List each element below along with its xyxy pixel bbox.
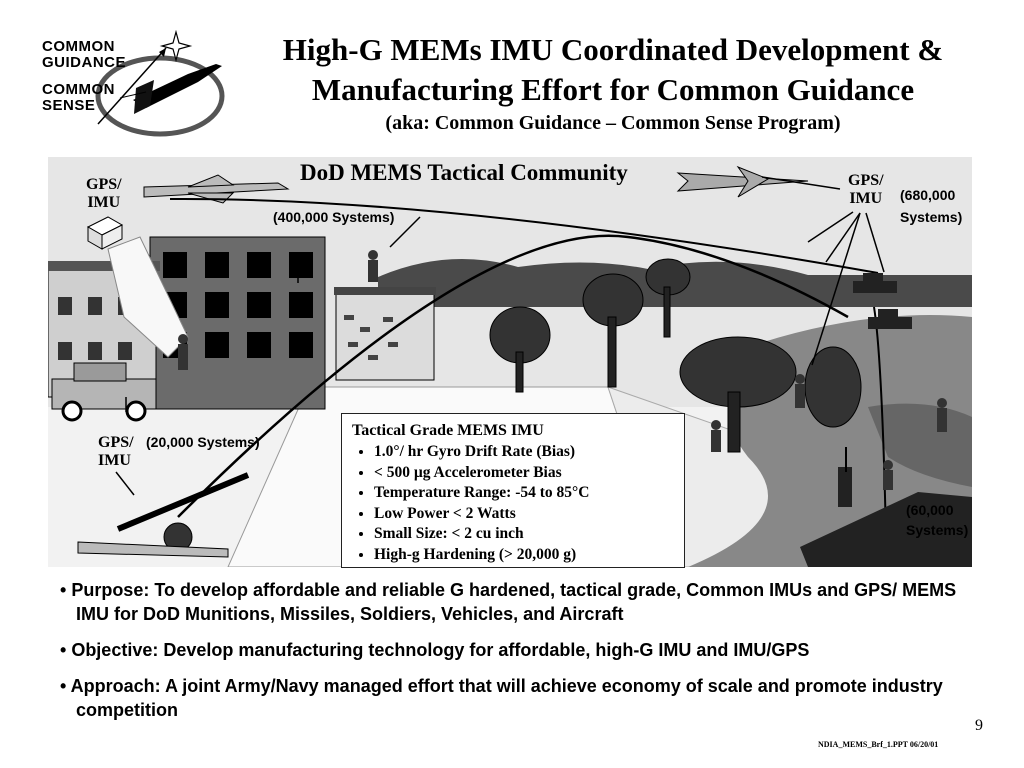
spec-item: • Temperature Range: -54 to 85°C (374, 483, 676, 504)
label-20k-systems: (20,000 Systems) (146, 434, 260, 450)
title-line-2: Manufacturing Effort for Common Guidance (311, 72, 915, 107)
spec-list (352, 442, 676, 566)
title-line-1: High-G MEMs IMU Coordinated Development & (282, 32, 944, 67)
logo-line-4: SENSE (42, 97, 96, 114)
logo-line-3: COMMON (42, 81, 115, 98)
spec-item: • < 500 µg Accelerometer Bias (374, 463, 676, 484)
spec-item: • High-g Hardening (> 20,000 g) (374, 545, 676, 566)
spec-item: • 1.0°/ hr Gyro Drift Rate (Bias) (374, 442, 676, 463)
page-number: 9 (975, 717, 983, 734)
label-60k-systems: (60,000 Systems) (906, 502, 969, 538)
label-680k-systems: (680,000 Systems) (900, 187, 963, 225)
footer-filename: NDIA_MEMS_Brf_1.PPT 06/20/01 (818, 740, 939, 749)
program-bullets (60, 578, 980, 734)
slide-title (228, 30, 998, 110)
label-gps-imu-top-left: GPS/ IMU (86, 176, 122, 211)
bullet-approach: • Approach: A joint Army/Navy managed effort that will achieve economy of scale and promote industry competition (60, 676, 943, 720)
slide-subtitle: (aka: Common Guidance – Common Sense Program) (385, 112, 841, 134)
logo-line-1: COMMON (42, 38, 115, 55)
uav-icon (678, 167, 808, 197)
bullet-objective: • Objective: Develop manufacturing technology for affordable, high-G IMU and IMU/GPS (60, 640, 810, 660)
logo-line-2: GUIDANCE (42, 54, 127, 71)
spec-item: • Low Power < 2 Watts (374, 504, 676, 525)
imu-spec-box (341, 413, 685, 568)
bullet-purpose: • Purpose: To develop affordable and reliable G hardened, tactical grade, Common IMUs and GPS/ MEMS IMU for DoD Munitions, Missiles, Soldiers, Vehicles, and Aircraft (60, 580, 957, 624)
label-gps-imu-bottom-left: GPS/ IMU (98, 434, 134, 469)
scene-heading: DoD MEMS Tactical Community (300, 160, 628, 185)
label-400k-systems: (400,000 Systems) (273, 209, 395, 225)
spec-box-heading: Tactical Grade MEMS IMU (352, 422, 544, 439)
program-logo (38, 30, 238, 140)
spec-item: • Small Size: < 2 cu inch (374, 524, 676, 545)
label-gps-imu-top-right: GPS/ IMU (848, 172, 884, 207)
